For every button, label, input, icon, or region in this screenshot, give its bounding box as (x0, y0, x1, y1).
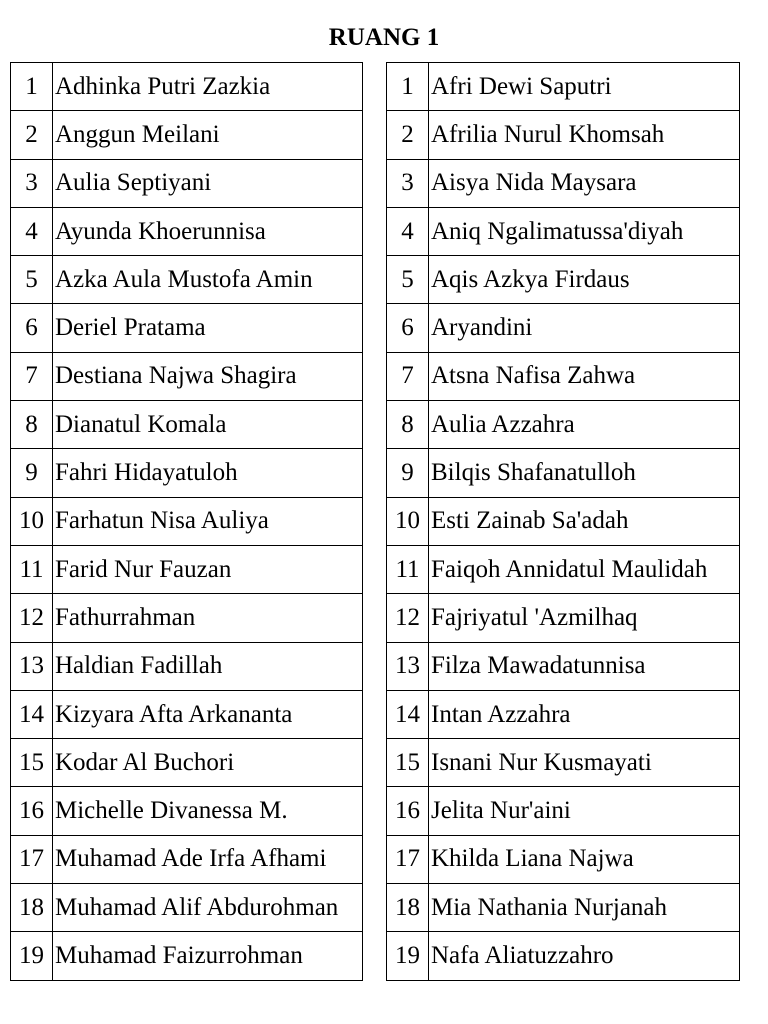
student-name: Mia Nathania Nurjanah (429, 884, 740, 932)
row-number: 9 (11, 449, 53, 497)
row-number: 5 (11, 256, 53, 304)
student-name: Kodar Al Buchori (53, 739, 363, 787)
row-number: 15 (11, 739, 53, 787)
table-row (387, 352, 740, 400)
row-number: 10 (11, 497, 53, 545)
student-name: Destiana Najwa Shagira (53, 352, 363, 400)
student-name: Aisya Nida Maysara (429, 159, 740, 207)
row-number: 16 (387, 787, 429, 835)
student-name: Afri Dewi Saputri (429, 63, 740, 111)
student-name: Muhamad Ade Irfa Afhami (53, 835, 363, 883)
student-name: Fahri Hidayatuloh (53, 449, 363, 497)
row-number: 12 (11, 594, 53, 642)
student-name: Aryandini (429, 304, 740, 352)
student-name: Atsna Nafisa Zahwa (429, 352, 740, 400)
row-number: 9 (387, 449, 429, 497)
row-number: 11 (11, 545, 53, 593)
table-row (11, 787, 363, 835)
row-number: 14 (11, 690, 53, 738)
row-number: 19 (387, 932, 429, 980)
student-name: Kizyara Afta Arkananta (53, 690, 363, 738)
row-number: 13 (387, 642, 429, 690)
table-row (11, 642, 363, 690)
row-number: 11 (387, 545, 429, 593)
student-name: Adhinka Putri Zazkia (53, 63, 363, 111)
table-row (387, 111, 740, 159)
row-number: 4 (11, 207, 53, 255)
table-row (11, 63, 363, 111)
table-row (387, 739, 740, 787)
row-number: 7 (387, 352, 429, 400)
row-number: 3 (11, 159, 53, 207)
row-number: 4 (387, 207, 429, 255)
student-name: Fajriyatul 'Azmilhaq (429, 594, 740, 642)
table-row (387, 835, 740, 883)
table-row (11, 932, 363, 980)
row-number: 18 (11, 884, 53, 932)
table-row (387, 545, 740, 593)
student-name: Ayunda Khoerunnisa (53, 207, 363, 255)
student-name: Afrilia Nurul Khomsah (429, 111, 740, 159)
table-row (387, 304, 740, 352)
table-row (387, 690, 740, 738)
row-number: 1 (11, 63, 53, 111)
table-row (387, 449, 740, 497)
row-number: 8 (11, 401, 53, 449)
student-name: Aulia Azzahra (429, 401, 740, 449)
student-name: Farhatun Nisa Auliya (53, 497, 363, 545)
student-name: Muhamad Alif Abdurohman (53, 884, 363, 932)
table-row (387, 642, 740, 690)
table-row (11, 159, 363, 207)
table-row (11, 111, 363, 159)
page-title: RUANG 1 (328, 24, 440, 51)
table-row (11, 207, 363, 255)
student-name: Isnani Nur Kusmayati (429, 739, 740, 787)
student-name: Aqis Azkya Firdaus (429, 256, 740, 304)
student-name: Nafa Aliatuzzahro (429, 932, 740, 980)
student-name: Aulia Septiyani (53, 159, 363, 207)
student-name: Faiqoh Annidatul Maulidah (429, 545, 740, 593)
table-row (387, 256, 740, 304)
row-number: 8 (387, 401, 429, 449)
table-row (387, 401, 740, 449)
student-name: Fathurrahman (53, 594, 363, 642)
table-row (387, 63, 740, 111)
row-number: 12 (387, 594, 429, 642)
student-name: Aniq Ngalimatussa'diyah (429, 207, 740, 255)
row-number: 2 (387, 111, 429, 159)
row-number: 2 (11, 111, 53, 159)
table-row (11, 401, 363, 449)
table-row (387, 787, 740, 835)
table-row (11, 256, 363, 304)
table-row (387, 884, 740, 932)
row-number: 6 (387, 304, 429, 352)
table-row (387, 932, 740, 980)
row-number: 14 (387, 690, 429, 738)
row-number: 1 (387, 63, 429, 111)
table-row (387, 594, 740, 642)
row-number: 15 (387, 739, 429, 787)
table-row (387, 207, 740, 255)
table-row (11, 884, 363, 932)
roster-table-left (10, 62, 363, 981)
table-row (11, 304, 363, 352)
table-row (11, 690, 363, 738)
table-row (387, 497, 740, 545)
table-row (11, 497, 363, 545)
table-row (387, 159, 740, 207)
student-name: Michelle Divanessa M. (53, 787, 363, 835)
student-name: Anggun Meilani (53, 111, 363, 159)
table-row (11, 739, 363, 787)
row-number: 5 (387, 256, 429, 304)
student-name: Bilqis Shafanatulloh (429, 449, 740, 497)
student-name: Intan Azzahra (429, 690, 740, 738)
student-name: Esti Zainab Sa'adah (429, 497, 740, 545)
student-name: Dianatul Komala (53, 401, 363, 449)
row-number: 7 (11, 352, 53, 400)
student-name: Deriel Pratama (53, 304, 363, 352)
row-number: 16 (11, 787, 53, 835)
row-number: 6 (11, 304, 53, 352)
table-row (11, 594, 363, 642)
table-row (11, 835, 363, 883)
table-row (11, 352, 363, 400)
student-name: Azka Aula Mustofa Amin (53, 256, 363, 304)
student-name: Filza Mawadatunnisa (429, 642, 740, 690)
roster-table-right (386, 62, 740, 981)
table-row (11, 545, 363, 593)
row-number: 3 (387, 159, 429, 207)
row-number: 10 (387, 497, 429, 545)
row-number: 17 (11, 835, 53, 883)
student-name: Farid Nur Fauzan (53, 545, 363, 593)
row-number: 13 (11, 642, 53, 690)
row-number: 17 (387, 835, 429, 883)
row-number: 19 (11, 932, 53, 980)
student-name: Jelita Nur'aini (429, 787, 740, 835)
student-name: Muhamad Faizurrohman (53, 932, 363, 980)
table-row (11, 449, 363, 497)
student-name: Haldian Fadillah (53, 642, 363, 690)
row-number: 18 (387, 884, 429, 932)
student-name: Khilda Liana Najwa (429, 835, 740, 883)
